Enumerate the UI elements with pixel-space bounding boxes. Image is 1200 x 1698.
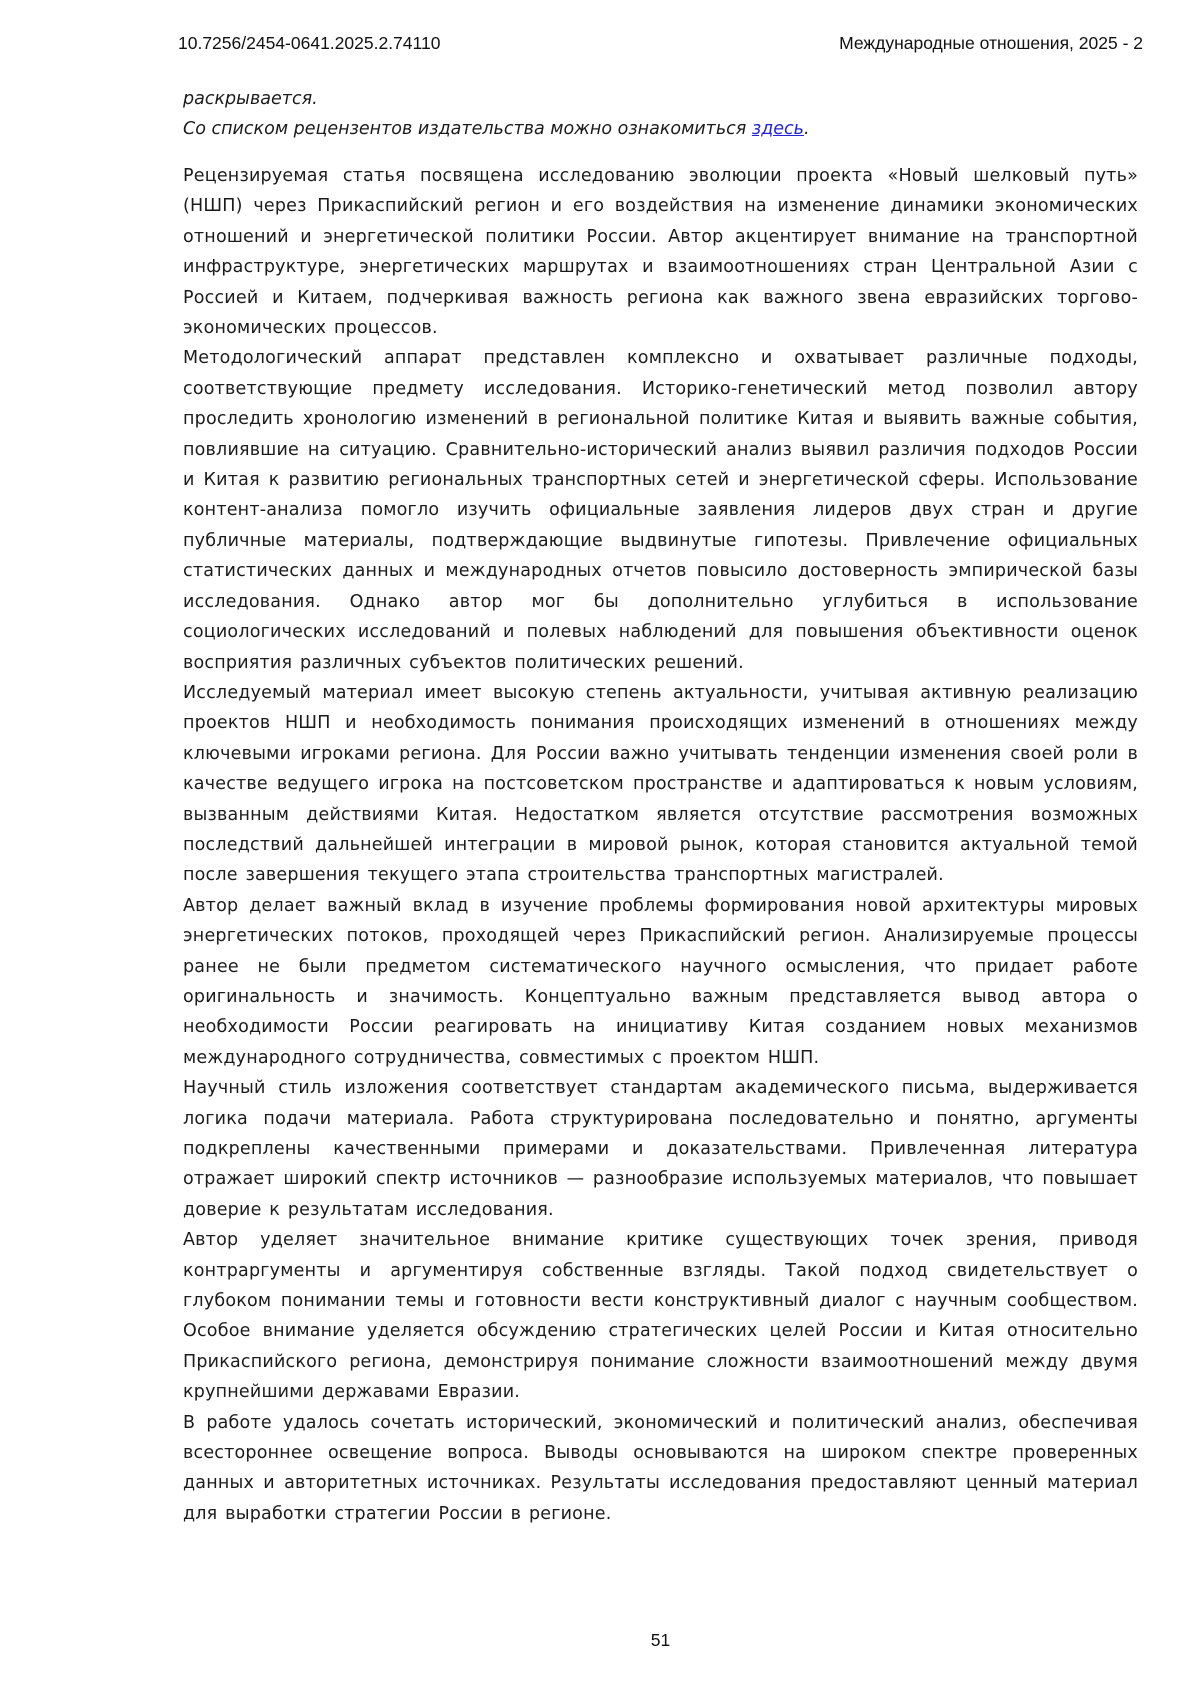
review-text	[183, 161, 1138, 1529]
review-paragraph-critique: Автор уделяет значительное внимание критике существующих точек зрения, приводя контраргументы и аргументируя собственные взгляды. Такой подход свидетельствует о глубоком понимании темы и готовности вести конструктивный диалог с научным сообществом. Особое внимание уделяется обсуждению стратегических целей России и Китая относительно Прикаспийского региона, демонстрируя понимание сложности взаимоотношений между двумя крупнейшими державами Евразии.	[183, 1230, 1138, 1403]
review-paragraph-methodology: Методологический аппарат представлен комплексно и охватывает различные подходы, соответствующие предмету исследования. Историко-генетический метод позволил автору проследить хронологию изменений в региональной политике Китая и выявить важные события, повлиявшие на ситуацию. Сравнительно-исторический анализ выявил различия подходов России и Китая к развитию региональных транспортных сетей и энергетической сферы. Использование контент-анализа помогло изучить официальные заявления лидеров двух стран и другие публичные материалы, подтверждающие выдвинутые гипотезы. Привлечение официальных статистических данных и международных отчетов повысило достоверность эмпирической базы исследования. Однако автор мог бы дополнительно углубиться в использование социологических исследований и полевых наблюдений для повышения объективности оценок восприятия различных субъектов политических решений.	[183, 348, 1138, 673]
notice-reviewers-suffix: .	[804, 119, 810, 140]
review-paragraph-style: Научный стиль изложения соответствует стандартам академического письма, выдерживается логика подачи материала. Работа структурирована последовательно и понятно, аргументы подкреплены качественными примерами и доказательствами. Привлеченная литература отражает широкий спектр источников — разнообразие используемых материалов, что повышает доверие к результатам исследования.	[183, 1078, 1138, 1220]
review-paragraph-contribution: Автор делает важный вклад в изучение проблемы формирования новой архитектуры мировых энергетических потоков, проходящей через Прикаспийский регион. Анализируемые процессы ранее не были предметом систематического научного осмысления, что придает работе оригинальность и значимость. Концептуально важным представляется вывод автора о необходимости России реагировать на инициативу Китая созданием новых механизмов международного сотрудничества, совместимых с проектом НШП.	[183, 895, 1138, 1068]
review-paragraph-summary: Рецензируемая статья посвящена исследованию эволюции проекта «Новый шелковый путь» (НШП) через Прикаспийский регион и его воздействия на изменение динамики экономических отношений и энергетической политики России. Автор акцентирует внимание на транспортной инфраструктуре, энергетических маршрутах и взаимоотношениях стран Центральной Азии с Россией и Китаем, подчеркивая важность региона как важного звена евразийских торгово-экономических процессов.	[183, 166, 1138, 339]
page-number: 51	[650, 1630, 671, 1650]
notice-reviewers-text: Со списком рецензентов издательства можно ознакомиться	[183, 119, 752, 140]
journal-title: Международные отношения, 2025 - 2	[839, 33, 1143, 53]
reviewer-notice	[183, 84, 1138, 145]
doi-text: 10.7256/2454-0641.2025.2.74110	[178, 33, 441, 53]
review-paragraph-relevance: Исследуемый материал имеет высокую степень актуальности, учитывая активную реализацию проектов НШП и необходимость понимания происходящих изменений в отношениях между ключевыми игроками региона. Для России важно учитывать тенденции изменения своей роли в качестве ведущего игрока на постсоветском пространстве и адаптироваться к новым условиям, вызванным действиями Китая. Недостатком является отсутствие рассмотрения возможных последствий дальнейшей интеграции в мировой рынок, которая становится актуальной темой после завершения текущего этапа строительства транспортных магистралей.	[183, 682, 1138, 886]
review-paragraph-conclusion: В работе удалось сочетать исторический, экономический и политический анализ, обеспечивая всестороннее освещение вопроса. Выводы основываются на широком спектре проверенных данных и авторитетных источниках. Результаты исследования предоставляют ценный материал для выработки стратегии России в регионе.	[183, 1412, 1138, 1524]
notice-reviewers-line	[183, 114, 1138, 144]
notice-continuation-line: раскрывается.	[183, 89, 318, 109]
reviewers-list-link[interactable]: здесь	[751, 119, 804, 140]
page-header	[178, 33, 1143, 54]
